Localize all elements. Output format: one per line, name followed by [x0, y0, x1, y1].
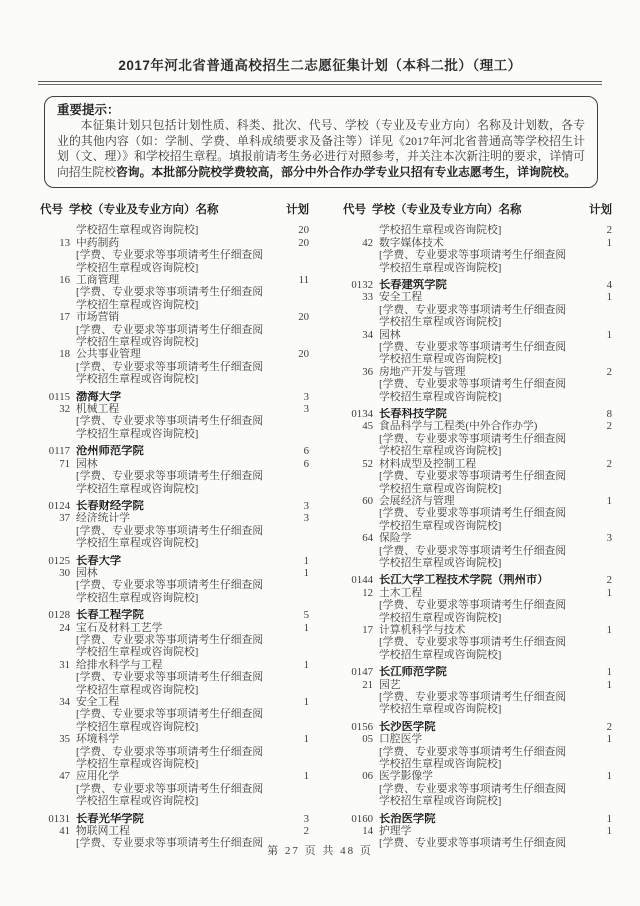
entry-code: 34 [362, 328, 373, 341]
entry-name: 护理学 [379, 825, 412, 838]
entry-name: 长治医学院 [379, 812, 436, 825]
entry-name: 长春工程学院 [76, 609, 144, 622]
note-line: [学费、专业要求等事项请考生仔细查阅 [76, 249, 264, 262]
entry-name: 工商管理 [76, 274, 120, 286]
school-row [343, 279, 612, 291]
entry-name: 长春建筑学院 [379, 279, 447, 291]
note-line: 学校招生章程或咨询院校] [379, 519, 502, 532]
major-row [40, 622, 309, 634]
school-row [343, 666, 612, 678]
entry-name: 沧州师范学院 [76, 445, 144, 458]
note-line: [学费、专业要求等事项请考生仔细查阅 [76, 782, 264, 795]
notice-body-bold: 咨询。本批部分院校学费较高，部分中外合作办学专业只招有专业志愿考生，详询院校。 [116, 164, 577, 179]
note-line: [学费、专业要求等事项请考生仔细查阅 [379, 837, 567, 850]
school-row [40, 555, 309, 567]
entry-name: 机械工程 [76, 403, 120, 416]
entry-code: 24 [59, 621, 70, 634]
major-row [40, 770, 309, 782]
school-row [40, 609, 309, 621]
plan-count: 1 [606, 812, 612, 825]
plan-count: 1 [606, 291, 612, 304]
entry-code: 41 [59, 825, 70, 838]
important-notice-box [44, 96, 598, 188]
plan-count: 1 [303, 770, 309, 783]
entry-code: 0156 [351, 720, 373, 733]
page-title: 2017年河北省普通高校招生二志愿征集计划（本科二批）（理工） [118, 58, 522, 73]
note-line: [学费、专业要求等事项请考生仔细查阅 [76, 837, 264, 850]
note-line: [学费、专业要求等事项请考生仔细查阅 [379, 303, 567, 316]
continuation-row [343, 224, 612, 236]
entry-name: 安全工程 [76, 696, 120, 708]
plan-count: 2 [606, 420, 612, 433]
plan-count: 1 [606, 825, 612, 838]
plan-count: 2 [606, 574, 612, 587]
entry-code: 17 [362, 623, 373, 636]
entry-name: 园林 [379, 328, 401, 341]
plan-count: 1 [606, 236, 612, 249]
entry-name: 物联网工程 [76, 825, 130, 838]
entry-name: 房地产开发与管理 [379, 365, 466, 378]
school-row [343, 721, 612, 733]
plan-count: 2 [606, 720, 612, 733]
entry-code: 52 [362, 457, 373, 470]
header-plan: 计划 [286, 204, 309, 217]
entry-code: 32 [59, 403, 70, 416]
plan-count: 20 [298, 236, 309, 249]
note-line: [学费、专业要求等事项请考生仔细查阅 [379, 432, 567, 445]
note-line: 学校招生章程或咨询院校] [379, 795, 502, 808]
header-code: 代号 [343, 204, 366, 217]
plan-count: 1 [303, 566, 309, 579]
major-row [343, 237, 612, 249]
plan-count: 1 [606, 586, 612, 599]
note-line: [学费、专业要求等事项请考生仔细查阅 [379, 341, 567, 354]
column-header [343, 201, 612, 217]
entry-name: 长江大学工程技术学院（荆州市） [379, 574, 549, 587]
entry-name: 土木工程 [379, 586, 423, 599]
note-line: 学校招生章程或咨询院校] [76, 758, 199, 771]
plan-count: 1 [606, 770, 612, 783]
note-line: 学校招生章程或咨询院校] [76, 646, 199, 659]
major-row [343, 587, 612, 599]
note-line: 学校招生章程或咨询院校] [76, 373, 199, 386]
major-row [343, 291, 612, 303]
note-line: 学校招生章程或咨询院校] [379, 353, 502, 366]
major-row [343, 420, 612, 432]
note-line: [学费、专业要求等事项请考生仔细查阅 [379, 378, 567, 391]
notice-heading: 重要提示： [57, 103, 120, 117]
entry-code: 0147 [351, 666, 373, 679]
note-line: [学费、专业要求等事项请考生仔细查阅 [76, 671, 264, 684]
entry-code: 30 [59, 566, 70, 579]
entry-code: 21 [362, 678, 373, 691]
page-number: 第 27 页 共 48 页 [267, 845, 373, 857]
entry-name: 市场营销 [76, 311, 120, 324]
major-row [40, 567, 309, 579]
entry-name: 渤海大学 [76, 390, 122, 403]
note-line: 学校招生章程或咨询院校] [379, 390, 502, 403]
entry-code: 17 [59, 311, 70, 324]
school-row [40, 813, 309, 825]
major-row [343, 624, 612, 636]
school-row [40, 445, 309, 457]
major-row [343, 733, 612, 745]
note-line: 学校招生章程或咨询院校] [76, 795, 199, 808]
major-row [40, 403, 309, 415]
entry-code: 0132 [351, 279, 373, 291]
plan-count: 3 [303, 499, 309, 512]
entry-code: 34 [59, 696, 70, 708]
major-row [40, 458, 309, 470]
plan-count: 3 [303, 512, 309, 525]
major-row [343, 532, 612, 544]
entry-name: 保险学 [379, 532, 412, 545]
note-line: [学费、专业要求等事项请考生仔细查阅 [379, 249, 567, 262]
note-line: 学校招生章程或咨询院校] [379, 261, 502, 274]
note-line: 学校招生章程或咨询院校] [76, 427, 199, 440]
entry-code: 45 [362, 420, 373, 433]
note-line: [学费、专业要求等事项请考生仔细查阅 [379, 507, 567, 520]
entry-name: 中药制药 [76, 236, 120, 249]
major-row [343, 495, 612, 507]
note-line: 学校招生章程或咨询院校] [76, 298, 199, 311]
entry-name: 园林 [76, 457, 98, 470]
entry-name: 会展经济与管理 [379, 494, 455, 507]
column-body-left [40, 224, 309, 850]
entry-code: 0160 [351, 812, 373, 825]
note-line: 学校招生章程或咨询院校] [76, 482, 199, 495]
note-line: 学校招生章程或咨询院校] [379, 482, 502, 495]
note-line: 学校招生章程或咨询院校] [76, 591, 199, 604]
note-line: 学校招生章程或咨询院校] [76, 537, 199, 550]
entry-name: 环境科学 [76, 733, 120, 746]
note-line: 学校招生章程或咨询院校] [379, 611, 502, 624]
school-row [40, 500, 309, 512]
entry-name: 医学影像学 [379, 770, 433, 783]
plan-count: 1 [303, 554, 309, 567]
plan-count: 2 [606, 457, 612, 470]
major-row [40, 274, 309, 286]
entry-code: 71 [59, 457, 70, 470]
note-line: 学校招生章程或咨询院校] [379, 316, 502, 329]
entry-code: 16 [59, 274, 70, 286]
plan-count: 1 [606, 678, 612, 691]
note-line: [学费、专业要求等事项请考生仔细查阅 [76, 633, 264, 646]
entry-name: 长沙医学院 [379, 720, 436, 733]
note-line: [学费、专业要求等事项请考生仔细查阅 [379, 544, 567, 557]
note-line: [学费、专业要求等事项请考生仔细查阅 [76, 286, 264, 299]
entry-name: 应用化学 [76, 770, 120, 783]
notice-body [57, 118, 585, 180]
entry-name: 园林 [76, 566, 98, 579]
entry-code: 05 [362, 733, 373, 746]
plan-count: 1 [303, 696, 309, 708]
school-row [343, 408, 612, 420]
entry-code: 0117 [48, 445, 70, 458]
note-line: [学费、专业要求等事项请考生仔细查阅 [379, 782, 567, 795]
note-line: 学校招生章程或咨询院校] [379, 445, 502, 458]
entry-code: 0134 [351, 408, 373, 421]
entry-code: 60 [362, 494, 373, 507]
note-line: 学校招生章程或咨询院校] [379, 556, 502, 569]
entry-code: 37 [59, 512, 70, 525]
entry-name: 公共事业管理 [76, 348, 141, 361]
entry-name: 口腔医学 [379, 733, 423, 746]
note-line: 学校招生章程或咨询院校] [379, 648, 502, 661]
major-row [40, 659, 309, 671]
note-line: [学费、专业要求等事项请考生仔细查阅 [76, 745, 264, 758]
entry-code: 47 [59, 770, 70, 783]
plan-count: 8 [606, 408, 612, 421]
entry-code: 64 [362, 532, 373, 545]
major-row [343, 366, 612, 378]
note-line: [学费、专业要求等事项请考生仔细查阅 [76, 323, 264, 336]
note-line: [学费、专业要求等事项请考生仔细查阅 [379, 691, 567, 703]
entry-name: 宝石及材料工艺学 [76, 621, 163, 634]
entry-code: 31 [59, 658, 70, 671]
entry-code: 35 [59, 733, 70, 746]
plan-count: 20 [298, 348, 309, 361]
header-code: 代号 [40, 204, 63, 217]
school-row [40, 391, 309, 403]
entry-code: 0128 [48, 609, 70, 622]
plan-count: 3 [303, 403, 309, 416]
plan-count: 2 [606, 365, 612, 378]
entry-name: 安全工程 [379, 291, 423, 304]
entry-name: 长春光华学院 [76, 812, 144, 825]
plan-count: 3 [606, 532, 612, 545]
plan-table [40, 201, 612, 850]
entry-code: 13 [59, 236, 70, 249]
header-school-name: 学校（专业及专业方向）名称 [372, 204, 522, 217]
note-line: [学费、专业要求等事项请考生仔细查阅 [76, 579, 264, 592]
major-row [40, 311, 309, 323]
note-line: [学费、专业要求等事项请考生仔细查阅 [379, 470, 567, 483]
plan-count: 6 [303, 457, 309, 470]
plan-count: 6 [303, 445, 309, 458]
entry-code: 0115 [48, 390, 70, 403]
entry-code: 42 [362, 236, 373, 249]
continuation-text: 学校招生章程或咨询院校] [379, 224, 502, 237]
major-row [40, 348, 309, 360]
entry-code: 0131 [48, 812, 70, 825]
note-line: [学费、专业要求等事项请考生仔细查阅 [76, 708, 264, 721]
entry-code: 06 [362, 770, 373, 783]
note-line: [学费、专业要求等事项请考生仔细查阅 [76, 360, 264, 373]
school-row [343, 813, 612, 825]
plan-count: 11 [298, 274, 309, 286]
entry-name: 长江师范学院 [379, 666, 447, 679]
entry-code: 0125 [48, 554, 70, 567]
major-row [40, 696, 309, 708]
entry-name: 经济统计学 [76, 512, 130, 525]
entry-name: 计算机科学与技术 [379, 623, 466, 636]
major-row [343, 770, 612, 782]
note-line: 学校招生章程或咨询院校] [76, 720, 199, 733]
column-header [40, 201, 309, 217]
major-row [343, 825, 612, 837]
note-line: [学费、专业要求等事项请考生仔细查阅 [379, 636, 567, 649]
note-line: 学校招生章程或咨询院校] [76, 683, 199, 696]
entry-name: 长春大学 [76, 554, 122, 567]
plan-count: 1 [606, 733, 612, 746]
plan-count: 4 [606, 279, 612, 291]
major-row [40, 825, 309, 837]
continuation-text: 学校招生章程或咨询院校] [76, 224, 199, 237]
continuation-row [40, 224, 309, 236]
entry-name: 食品科学与工程类(中外合作办学) [379, 420, 538, 433]
plan-count: 1 [303, 621, 309, 634]
major-row [40, 237, 309, 249]
note-line: 学校招生章程或咨询院校] [379, 703, 502, 716]
plan-count: 1 [606, 494, 612, 507]
entry-code: 12 [362, 586, 373, 599]
plan-count: 1 [303, 733, 309, 746]
entry-code: 0124 [48, 499, 70, 512]
entry-name: 长春科技学院 [379, 408, 447, 421]
header-school-name: 学校（专业及专业方向）名称 [69, 204, 219, 217]
plan-count: 3 [303, 390, 309, 403]
title-double-rule [38, 81, 602, 85]
note-line: [学费、专业要求等事项请考生仔细查阅 [379, 599, 567, 612]
major-row [343, 679, 612, 691]
major-row [343, 329, 612, 341]
entry-name: 给排水科学与工程 [76, 658, 163, 671]
entry-code: 36 [362, 365, 373, 378]
note-line: [学费、专业要求等事项请考生仔细查阅 [76, 470, 264, 483]
column-body-right [343, 224, 612, 850]
plan-count: 3 [303, 812, 309, 825]
entry-code: 18 [59, 348, 70, 361]
major-row [40, 733, 309, 745]
entry-name: 数字媒体技术 [379, 236, 444, 249]
plan-column-right [343, 201, 612, 850]
plan-count: 1 [606, 328, 612, 341]
note-line: 学校招生章程或咨询院校] [379, 758, 502, 771]
major-row [343, 458, 612, 470]
note-line: 学校招生章程或咨询院校] [76, 336, 199, 349]
notice-body-normal: 本征集计划只包括计划性质、科类、批次、代号、学校（专业及专业方向）名称及计划数，各专业的其他内容（如：学制、学费、单科成绩要求及备注等）详见《2017年河北省普通高等学校招生计划（文、理）》和学校招生章程。填报前请考生务必进行对照参考，并关注本次新注明的要求，详情可向招生院校 [57, 118, 585, 179]
note-line: [学费、专业要求等事项请考生仔细查阅 [379, 745, 567, 758]
plan-count: 20 [298, 311, 309, 324]
note-line: 学校招生章程或咨询院校] [76, 261, 199, 274]
note-line: [学费、专业要求等事项请考生仔细查阅 [76, 524, 264, 537]
plan-count: 1 [606, 623, 612, 636]
plan-count: 1 [303, 658, 309, 671]
entry-name: 材料成型及控制工程 [379, 457, 477, 470]
entry-code: 33 [362, 291, 373, 304]
major-row [40, 512, 309, 524]
plan-count: 5 [303, 609, 309, 622]
entry-name: 园艺 [379, 678, 401, 691]
entry-code: 14 [362, 825, 373, 838]
plan-count: 1 [606, 666, 612, 679]
note-line: [学费、专业要求等事项请考生仔细查阅 [76, 415, 264, 428]
plan-column-left [40, 201, 309, 850]
entry-code: 0144 [351, 574, 373, 587]
entry-name: 长春财经学院 [76, 499, 144, 512]
plan-count: 20 [298, 224, 309, 237]
plan-count: 2 [303, 825, 309, 838]
plan-count: 2 [606, 224, 612, 237]
school-row [343, 574, 612, 586]
header-plan: 计划 [589, 204, 612, 217]
